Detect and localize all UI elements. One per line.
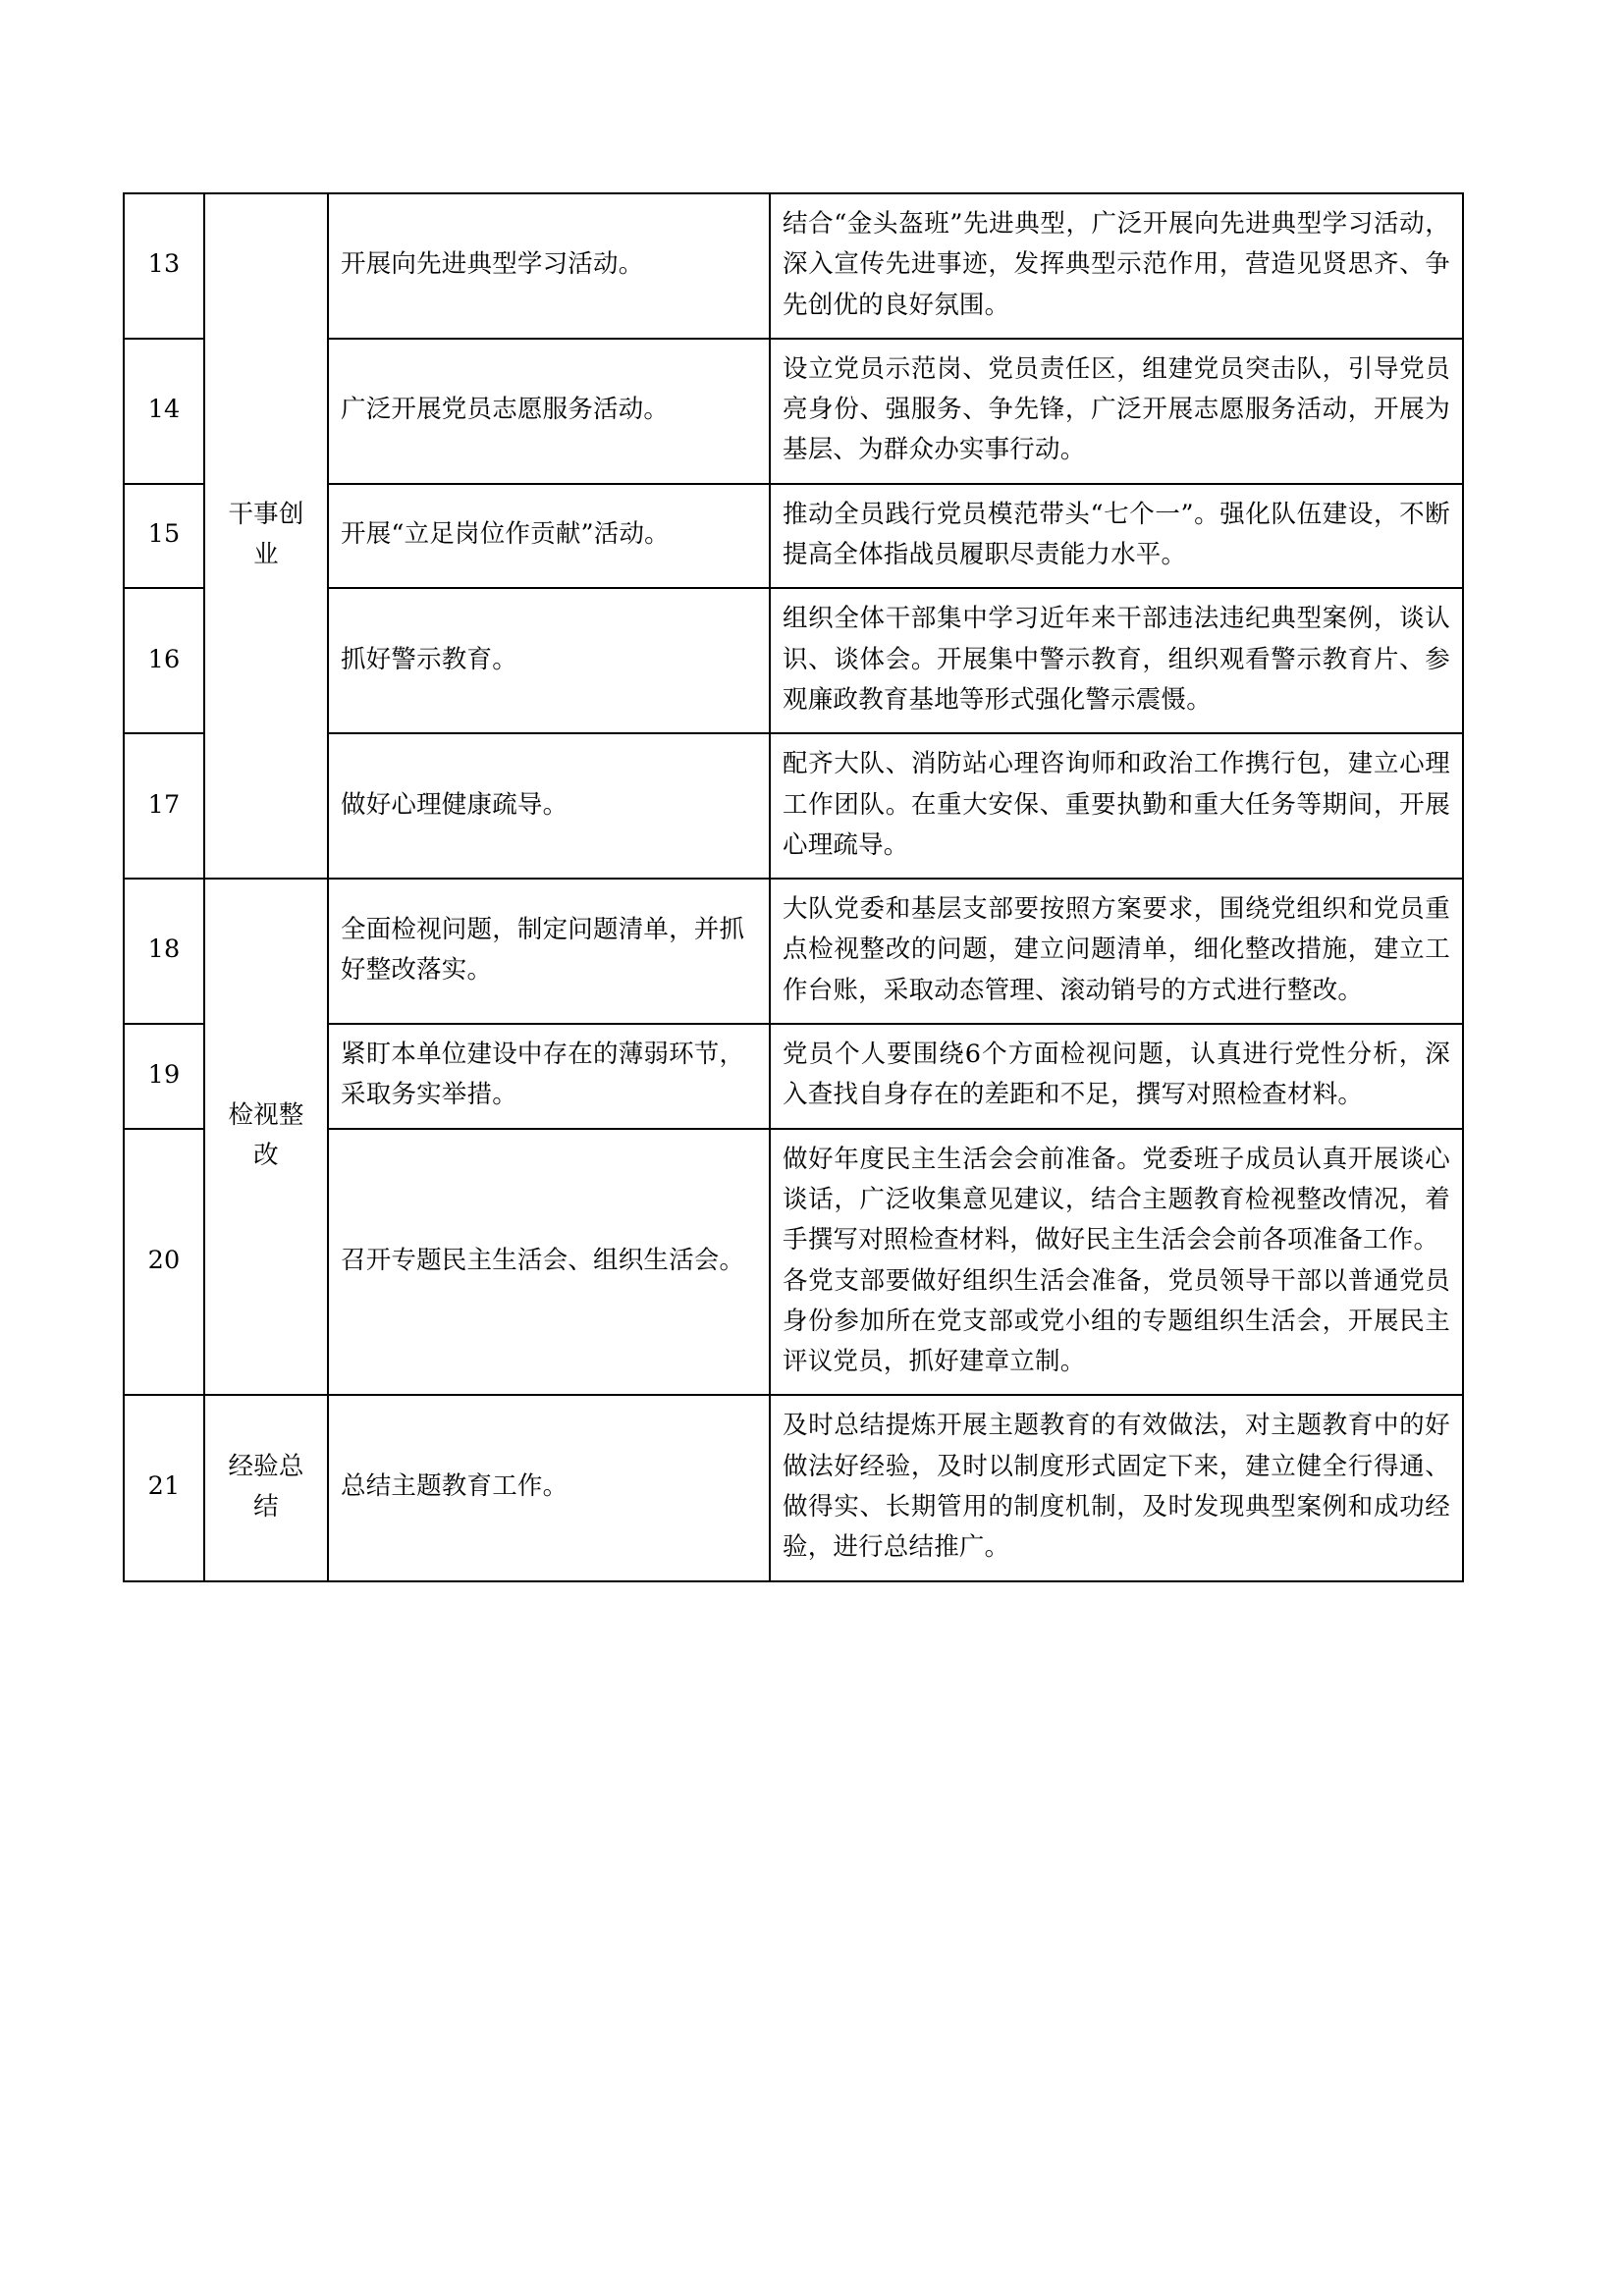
detail-cell: 推动全员践行党员模范带头“七个一”。强化队伍建设，不断提高全体指战员履职尽责能力水平。 bbox=[770, 484, 1463, 589]
detail-paragraph-2: 各党支部要做好组织生活会准备，党员领导干部以普通党员身份参加所在党支部或党小组的专题组织生活会，开展民主评议党员，抓好建章立制。 bbox=[783, 1265, 1450, 1377]
detail-cell: 大队党委和基层支部要按照方案要求，围绕党组织和党员重点检视整改的问题，建立问题清单，细化整改措施，建立工作台账，采取动态管理、滚动销号的方式进行整改。 bbox=[770, 879, 1463, 1024]
task-cell: 抓好警示教育。 bbox=[328, 588, 770, 733]
category-cell-jianshizhenggai: 检视整改 bbox=[204, 879, 328, 1395]
detail-cell: 设立党员示范岗、党员责任区，组建党员突击队，引导党员亮身份、强服务、争先锋，广泛开展志愿服务活动，开展为基层、为群众办实事行动。 bbox=[770, 339, 1463, 484]
row-number-cell: 18 bbox=[124, 879, 204, 1024]
table-row bbox=[124, 1395, 1463, 1580]
row-number-cell: 16 bbox=[124, 588, 204, 733]
detail-cell: 及时总结提炼开展主题教育的有效做法，对主题教育中的好做法好经验，及时以制度形式固定下来，建立健全行得通、做得实、长期管用的制度机制，及时发现典型案例和成功经验，进行总结推广。 bbox=[770, 1395, 1463, 1580]
task-cell: 开展“立足岗位作贡献”活动。 bbox=[328, 484, 770, 589]
table-body bbox=[124, 193, 1463, 1581]
detail-cell: 组织全体干部集中学习近年来干部违法违纪典型案例，谈认识、谈体会。开展集中警示教育，组织观看警示教育片、参观廉政教育基地等形式强化警示震慑。 bbox=[770, 588, 1463, 733]
task-breakdown-table bbox=[123, 192, 1464, 1582]
task-cell: 召开专题民主生活会、组织生活会。 bbox=[328, 1129, 770, 1396]
row-number-cell: 20 bbox=[124, 1129, 204, 1396]
category-cell-jingyanzongjie: 经验总结 bbox=[204, 1395, 328, 1580]
detail-cell: 党员个人要围绕6个方面检视问题，认真进行党性分析，深入查找自身存在的差距和不足，撰写对照检查材料。 bbox=[770, 1024, 1463, 1129]
task-cell: 全面检视问题，制定问题清单，并抓好整改落实。 bbox=[328, 879, 770, 1024]
row-number-cell: 15 bbox=[124, 484, 204, 589]
detail-paragraph-1: 做好年度民主生活会会前准备。党委班子成员认真开展谈心谈话，广泛收集意见建议，结合主题教育检视整改情况，着手撰写对照检查材料，做好民主生活会会前各项准备工作。 bbox=[783, 1144, 1450, 1255]
task-cell: 广泛开展党员志愿服务活动。 bbox=[328, 339, 770, 484]
detail-cell bbox=[770, 1129, 1463, 1396]
detail-cell: 结合“金头盔班”先进典型，广泛开展向先进典型学习活动，深入宣传先进事迹，发挥典型示范作用，营造见贤思齐、争先创优的良好氛围。 bbox=[770, 193, 1463, 339]
task-cell: 紧盯本单位建设中存在的薄弱环节，采取务实举措。 bbox=[328, 1024, 770, 1129]
row-number-cell: 17 bbox=[124, 733, 204, 879]
table-row bbox=[124, 879, 1463, 1024]
row-number-cell: 13 bbox=[124, 193, 204, 339]
row-number-cell: 21 bbox=[124, 1395, 204, 1580]
row-number-cell: 14 bbox=[124, 339, 204, 484]
table-row bbox=[124, 193, 1463, 339]
row-number-cell: 19 bbox=[124, 1024, 204, 1129]
detail-cell: 配齐大队、消防站心理咨询师和政治工作携行包，建立心理工作团队。在重大安保、重要执勤和重大任务等期间，开展心理疏导。 bbox=[770, 733, 1463, 879]
task-cell: 做好心理健康疏导。 bbox=[328, 733, 770, 879]
task-cell: 总结主题教育工作。 bbox=[328, 1395, 770, 1580]
task-cell: 开展向先进典型学习活动。 bbox=[328, 193, 770, 339]
category-cell-ganshichuangye: 干事创业 bbox=[204, 193, 328, 879]
